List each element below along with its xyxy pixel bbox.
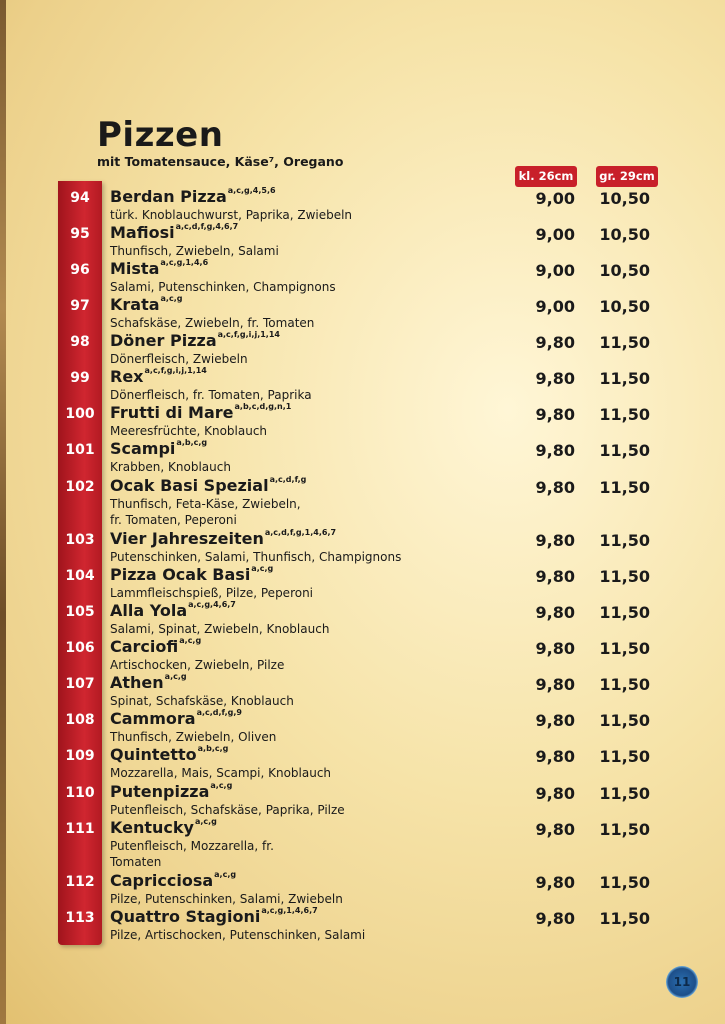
item-description: Dönerfleisch, fr. Tomaten, Paprika: [110, 388, 312, 402]
price-large: 11,50: [599, 675, 650, 694]
item-description: Putenfleisch, Schafskäse, Paprika, Pilze: [110, 803, 345, 817]
item-number: 95: [70, 226, 90, 242]
item-number: 106: [65, 640, 95, 656]
allergen-codes: a,c,f,g,i,j,1,14: [144, 366, 207, 375]
item-name: Berdan Pizza$^{a,c,g,4,5,6}$: [110, 186, 276, 206]
price-large: 10,50: [599, 225, 650, 244]
allergen-codes: a,c,g,1,4,6,7: [261, 906, 318, 915]
item-description: Mozzarella, Mais, Scampi, Knoblauch: [110, 766, 332, 780]
item-name: Pizza Ocak Basi$^{a,c,g}$: [110, 564, 274, 584]
allergen-codes: a,c,g: [251, 564, 274, 573]
item-name: Alla Yola$^{a,c,g,4,6,7}$: [110, 600, 236, 620]
item-description: Artischocken, Zwiebeln, Pilze: [110, 658, 285, 672]
item-name: Putenpizza$^{a,c,g}$: [110, 781, 233, 801]
allergen-codes: a,b,c,d,g,n,1: [234, 402, 292, 411]
item-name: Döner Pizza$^{a,c,f,g,i,j,1,14}$: [110, 330, 280, 350]
allergen-codes: a,c,g: [160, 294, 183, 303]
price-large: 11,50: [599, 333, 650, 352]
item-number: 94: [70, 190, 90, 206]
allergen-codes: a,b,c,g: [176, 438, 208, 447]
item-number: 112: [65, 874, 95, 890]
page-number-badge: 11: [666, 966, 698, 998]
item-number: 110: [65, 785, 95, 801]
price-large: 11,50: [599, 784, 650, 803]
allergen-codes: a,c,g,4,6,7: [188, 600, 236, 609]
item-description: Putenschinken, Salami, Thunfisch, Champignons: [110, 550, 402, 564]
price-large: 11,50: [599, 603, 650, 622]
price-large: 11,50: [599, 873, 650, 892]
item-name: Vier Jahreszeiten$^{a,c,d,f,g,1,4,6,7}$: [110, 528, 337, 548]
item-number: 97: [70, 298, 90, 314]
item-description: Thunfisch, Feta-Käse, Zwiebeln, fr. Tomaten, Peperoni: [110, 497, 301, 527]
allergen-codes: a,c,d,f,g,4,6,7: [175, 222, 239, 231]
item-description: Pilze, Artischocken, Putenschinken, Salami: [110, 928, 366, 942]
page-edge-decoration: [0, 0, 6, 1024]
item-number: 103: [65, 532, 95, 548]
price-large: 11,50: [599, 369, 650, 388]
price-small: 9,80: [535, 747, 575, 766]
item-number: 98: [70, 334, 90, 350]
price-small: 9,80: [535, 603, 575, 622]
price-small: 9,80: [535, 441, 575, 460]
price-small: 9,00: [535, 261, 575, 280]
item-description: Dönerfleisch, Zwiebeln: [110, 352, 248, 366]
price-large: 11,50: [599, 711, 650, 730]
item-number: 109: [65, 748, 95, 764]
item-number: 105: [65, 604, 95, 620]
item-number: 107: [65, 676, 95, 692]
allergen-codes: a,c,d,f,g,9: [196, 708, 242, 717]
page-subtitle: mit Tomatensauce, Käse⁷, Oregano: [97, 154, 344, 169]
item-description: Thunfisch, Zwiebeln, Oliven: [110, 730, 277, 744]
price-small: 9,80: [535, 405, 575, 424]
item-name: Krata$^{a,c,g}$: [110, 294, 183, 314]
item-number: 111: [65, 821, 95, 837]
item-number: 104: [65, 568, 95, 584]
item-number: 102: [65, 479, 95, 495]
item-description: türk. Knoblauchwurst, Paprika, Zwiebeln: [110, 208, 353, 222]
price-large: 10,50: [599, 261, 650, 280]
item-name: Carciofi$^{a,c,g}$: [110, 636, 202, 656]
item-description: Lammfleischspieß, Pilze, Peperoni: [110, 586, 314, 600]
item-name: Mafiosi$^{a,c,d,f,g,4,6,7}$: [110, 222, 239, 242]
page-title: Pizzen: [97, 115, 224, 155]
allergen-codes: a,c,g,1,4,6: [160, 258, 209, 267]
item-number: 113: [65, 910, 95, 926]
item-name: Quattro Stagioni$^{a,c,g,1,4,6,7}$: [110, 906, 318, 926]
size-label-small: kl. 26cm: [515, 166, 577, 187]
allergen-codes: a,c,d,f,g: [269, 475, 307, 484]
item-name: Rex$^{a,c,f,g,i,j,1,14}$: [110, 366, 207, 386]
price-small: 9,80: [535, 531, 575, 550]
price-small: 9,00: [535, 189, 575, 208]
price-large: 11,50: [599, 820, 650, 839]
item-description: Meeresfrüchte, Knoblauch: [110, 424, 268, 438]
item-description: Salami, Putenschinken, Champignons: [110, 280, 336, 294]
item-name: Frutti di Mare$^{a,b,c,d,g,n,1}$: [110, 402, 292, 422]
price-small: 9,80: [535, 820, 575, 839]
allergen-codes: a,c,g: [194, 817, 217, 826]
item-name: Cammora$^{a,c,d,f,g,9}$: [110, 708, 242, 728]
allergen-codes: a,c,d,f,g,1,4,6,7: [264, 528, 337, 537]
item-description: Krabben, Knoblauch: [110, 460, 231, 474]
allergen-codes: a,c,f,g,i,j,1,14: [217, 330, 280, 339]
price-large: 11,50: [599, 478, 650, 497]
allergen-codes: a,c,g: [214, 870, 237, 879]
price-small: 9,80: [535, 333, 575, 352]
price-small: 9,80: [535, 784, 575, 803]
item-name: Athen$^{a,c,g}$: [110, 672, 187, 692]
item-number: 96: [70, 262, 90, 278]
price-large: 11,50: [599, 567, 650, 586]
price-large: 11,50: [599, 909, 650, 928]
allergen-codes: a,c,g: [210, 781, 233, 790]
price-large: 11,50: [599, 441, 650, 460]
item-name: Mista$^{a,c,g,1,4,6}$: [110, 258, 209, 278]
price-small: 9,80: [535, 478, 575, 497]
item-name: Capricciosa$^{a,c,g}$: [110, 870, 237, 890]
item-description: Pilze, Putenschinken, Salami, Zwiebeln: [110, 892, 343, 906]
price-small: 9,80: [535, 909, 575, 928]
price-small: 9,80: [535, 675, 575, 694]
size-label-large: gr. 29cm: [596, 166, 658, 187]
price-large: 11,50: [599, 639, 650, 658]
price-small: 9,80: [535, 711, 575, 730]
item-description: Putenfleisch, Mozzarella, fr. Tomaten: [110, 839, 274, 869]
item-name: Quintetto$^{a,b,c,g}$: [110, 744, 229, 764]
item-number: 99: [70, 370, 90, 386]
price-small: 9,00: [535, 225, 575, 244]
item-description: Thunfisch, Zwiebeln, Salami: [110, 244, 279, 258]
price-large: 10,50: [599, 189, 650, 208]
price-large: 11,50: [599, 531, 650, 550]
allergen-codes: a,c,g: [164, 672, 187, 681]
price-small: 9,80: [535, 369, 575, 388]
price-small: 9,80: [535, 567, 575, 586]
allergen-codes: a,b,c,g: [197, 744, 229, 753]
price-small: 9,80: [535, 639, 575, 658]
price-large: 11,50: [599, 405, 650, 424]
allergen-codes: a,c,g: [179, 636, 202, 645]
item-name: Kentucky$^{a,c,g}$: [110, 817, 217, 837]
price-small: 9,80: [535, 873, 575, 892]
item-name: Ocak Basi Spezial$^{a,c,d,f,g}$: [110, 475, 307, 495]
item-number: 101: [65, 442, 95, 458]
item-description: Spinat, Schafskäse, Knoblauch: [110, 694, 294, 708]
item-description: Salami, Spinat, Zwiebeln, Knoblauch: [110, 622, 330, 636]
allergen-codes: a,c,g,4,5,6: [227, 186, 276, 195]
item-number: 100: [65, 406, 95, 422]
price-small: 9,00: [535, 297, 575, 316]
price-large: 10,50: [599, 297, 650, 316]
item-number: 108: [65, 712, 95, 728]
item-name: Scampi$^{a,b,c,g}$: [110, 438, 208, 458]
price-large: 11,50: [599, 747, 650, 766]
item-description: Schafskäse, Zwiebeln, fr. Tomaten: [110, 316, 315, 330]
